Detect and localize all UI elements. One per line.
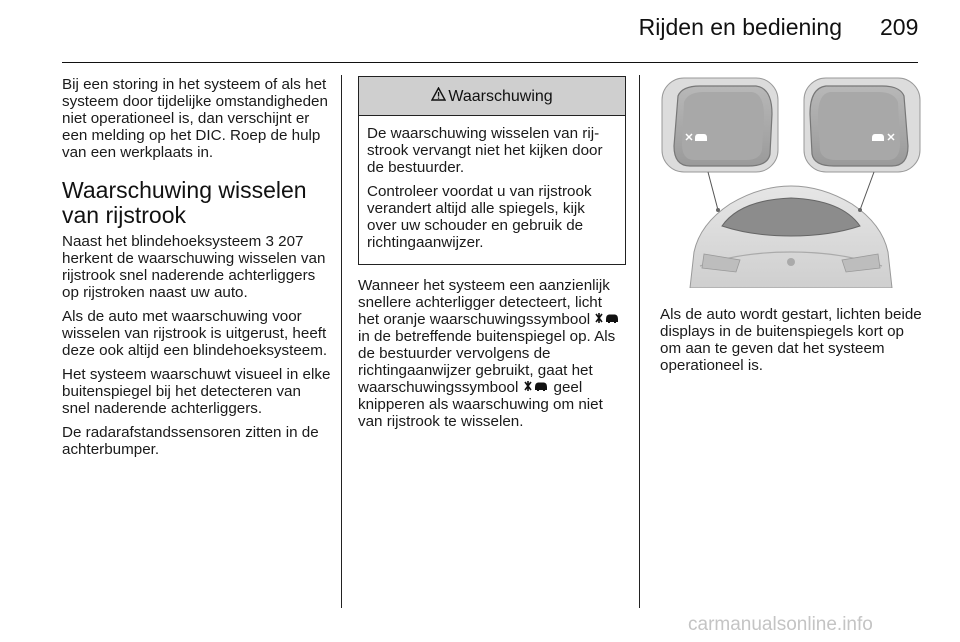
- column-divider-right: [639, 75, 640, 608]
- paragraph-detection-b: in de betreffende buitenspiegel op. Als de bestuurder vervolgens de richtingaanwijzer gebruikt, gaat het waarschuwingssymbool: [358, 328, 616, 396]
- warning-paragraph-1: De waarschuwing wisselen van rijstrook vervangt niet het kijken door de bestuurder.: [367, 125, 603, 176]
- warning-box: [358, 76, 626, 265]
- paragraph-malfunction: Bij een storing in het systeem of als het systeem door tijdelijke omstandigheden niet operationeel is, dan verschijnt er een melding op het DIC. Roep de hulp van een werkplaats in.: [62, 76, 328, 161]
- column-3: [660, 76, 922, 381]
- page-reference-link[interactable]: 3 207: [265, 233, 304, 250]
- column-1: [62, 76, 332, 465]
- header-rule: [62, 62, 918, 63]
- section-heading: Waarschuwing wisselen van rijstrook: [62, 177, 307, 228]
- warning-body: [359, 116, 625, 264]
- page-number: 209: [880, 14, 919, 40]
- column-2: [358, 76, 626, 437]
- paragraph-startup: Als de auto wordt gestart, lichten beide displays in de buitenspiegels kort op om aan te geven dat het systeem operationeel is.: [660, 306, 922, 374]
- mirror-illustration: [660, 76, 922, 288]
- lane-change-warning-icon: [594, 311, 620, 327]
- paragraph-detection-c: geel knipperen als waarschuwing om niet van rijstrook te wisselen.: [358, 379, 603, 430]
- warning-header: [359, 77, 625, 116]
- warning-title: Waarschuwing: [448, 87, 553, 105]
- paragraph-sensors: De radarafstandssensoren zitten in de achterbumper.: [62, 424, 319, 458]
- watermark: carmanualsonline.info: [688, 614, 873, 635]
- header-title: Rijden en bediening: [638, 14, 842, 40]
- lane-change-warning-icon-2: [523, 379, 554, 395]
- warning-triangle-icon: [431, 87, 446, 105]
- paragraph-visual-warning: Het systeem waarschuwt visueel in elke buitenspiegel bij het detecteren van snel naderende achterliggers.: [62, 366, 331, 417]
- warning-paragraph-2: Controleer voordat u van rijstrook verandert altijd alle spiegels, kijk over uw schouder en gebruik de richtingaanwijzer.: [367, 183, 592, 251]
- paragraph-intro-rest: herkent de waarschuwing wisselen van rijstrook snel naderende achterliggers op rijstroken naast uw auto.: [62, 250, 326, 301]
- column-divider-left: [341, 75, 342, 608]
- paragraph-blind-spot: Als de auto met waarschuwing voor wisselen van rijstrook is uitgerust, heeft deze ook altijd een blindehoeksysteem.: [62, 308, 328, 359]
- paragraph-intro: [62, 233, 332, 301]
- paragraph-detection-a: Wanneer het systeem een aanzienlijk snellere achterligger detecteert, licht het oranje waarschuwingssymbool: [358, 277, 610, 328]
- paragraph-intro-text: Naast het blindehoeksysteem: [62, 233, 262, 250]
- paragraph-detection: [358, 277, 626, 430]
